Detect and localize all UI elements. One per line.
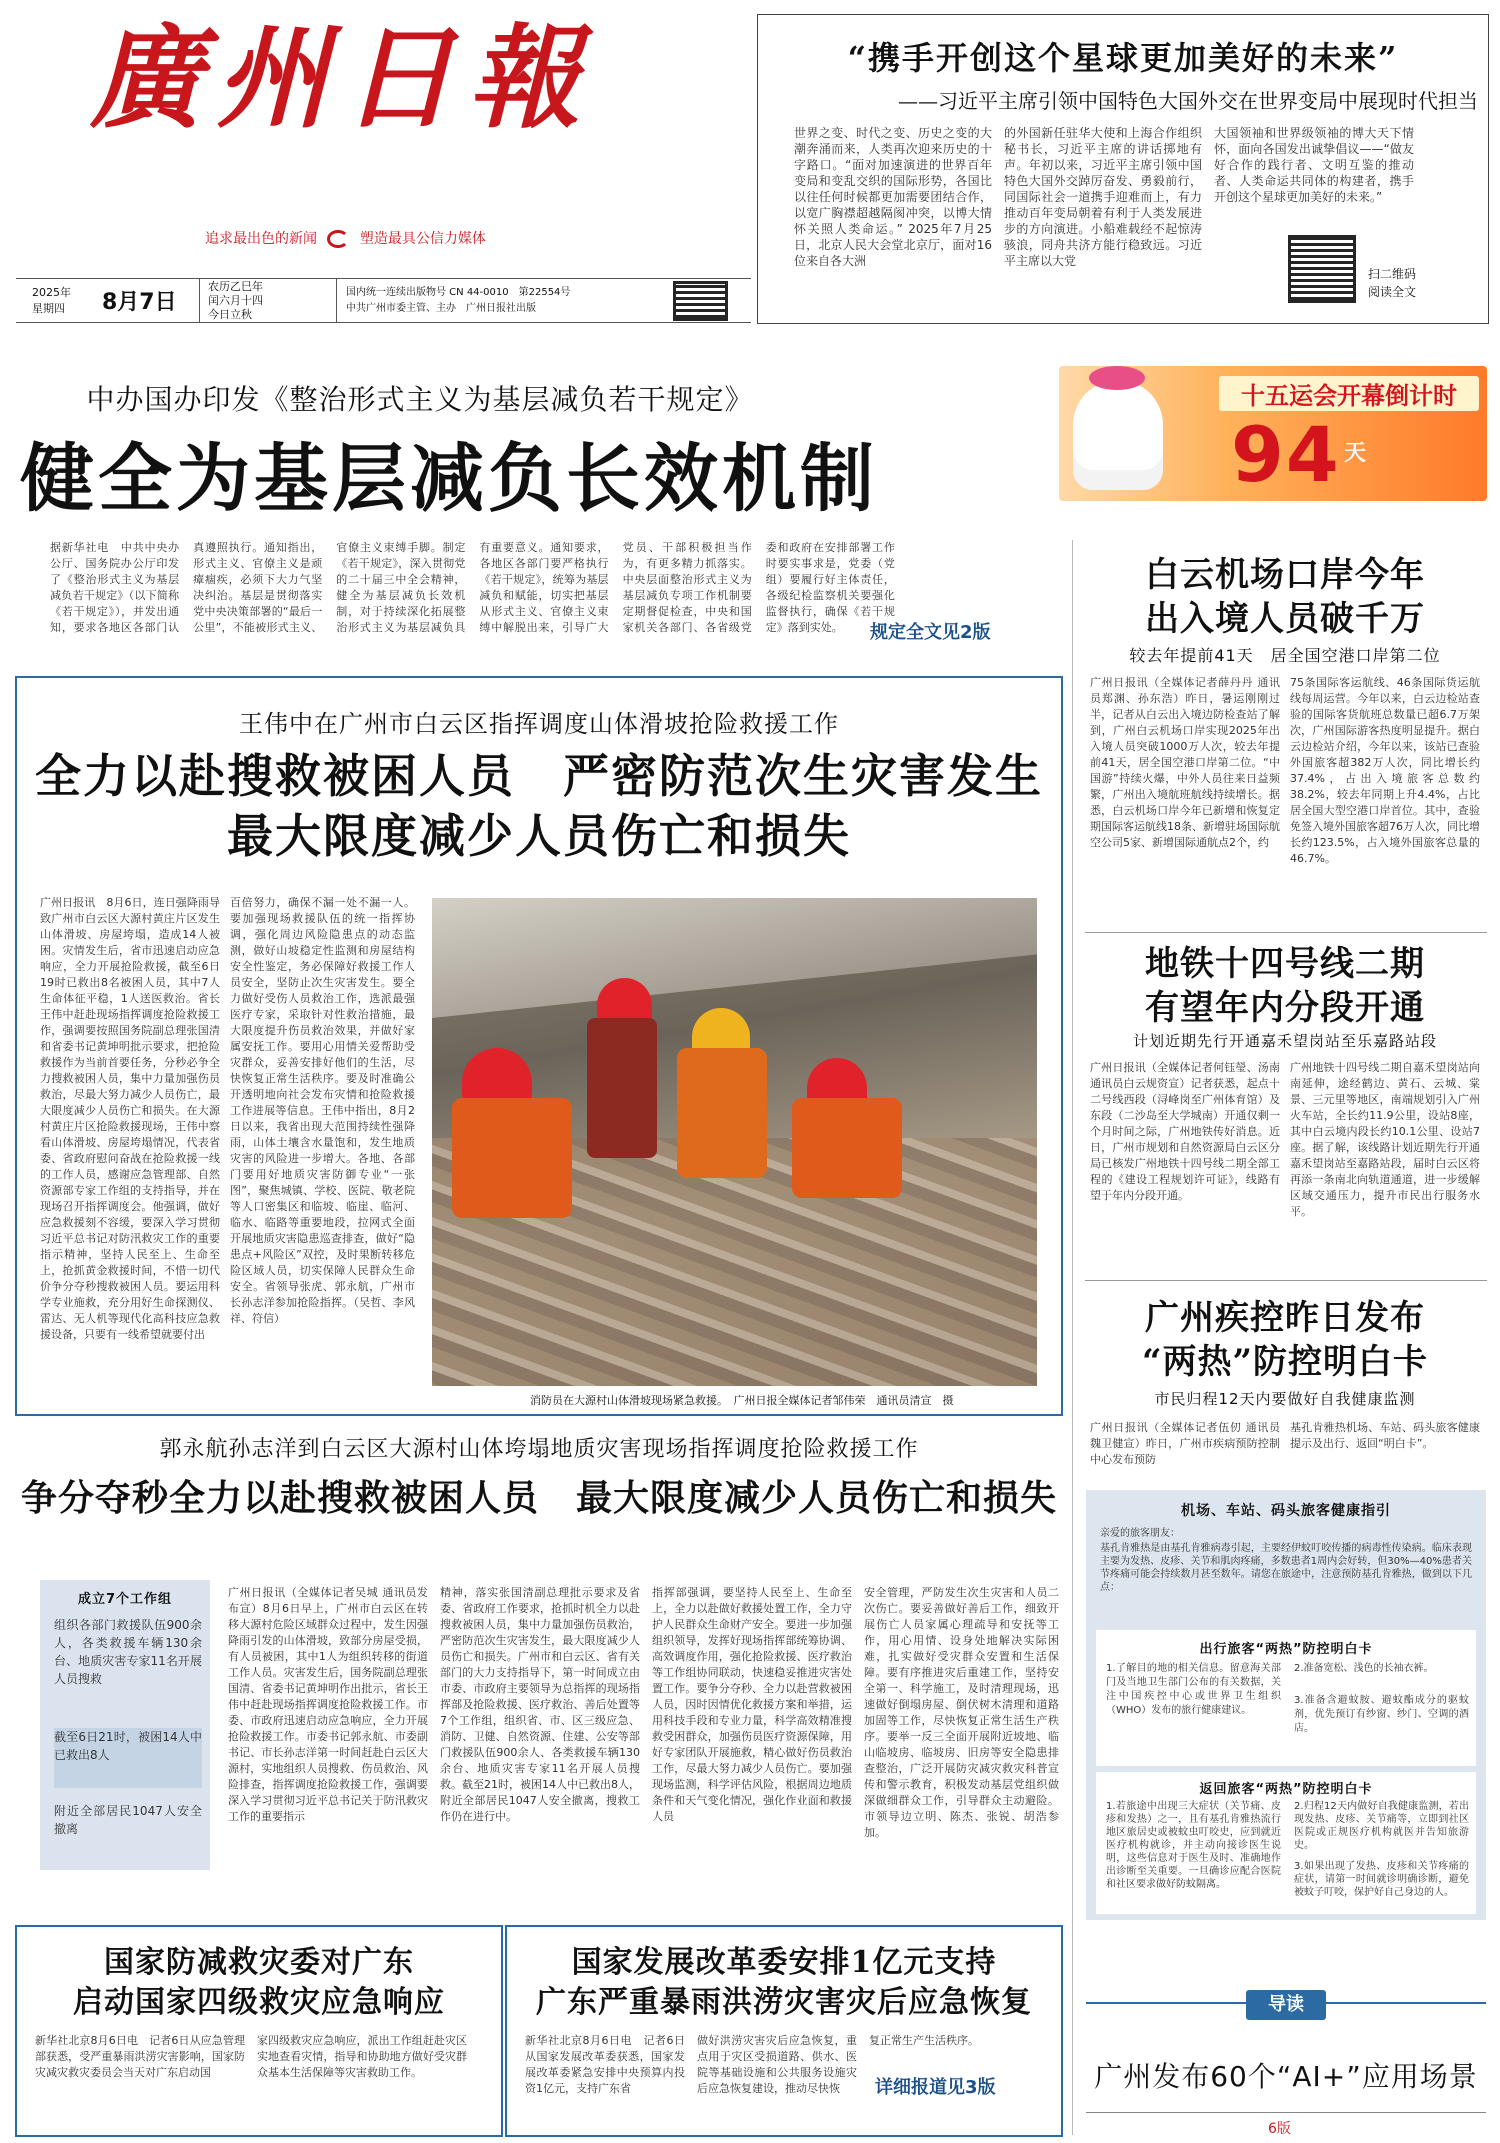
- weekday: 星期四: [32, 302, 65, 315]
- date: 8月7日: [102, 290, 177, 315]
- lead-headline[interactable]: 健全为基层减负长效机制: [20, 436, 878, 522]
- cdc-headline-line2: “两热”防控明白卡: [1141, 1342, 1429, 1382]
- slogan-left: 追求最出色的新闻: [205, 231, 317, 247]
- metro-col1: 广州日报讯（全媒体记者何钰瑩、汤南 通讯员白云规资宣）记者获悉，起点十二号线西段（浔峰岗至广州体育馆）及东段（二沙岛至大学城南）开通仅剩一个月时间之际，广州地铁传好消息。近日，广州市规划和自然资源局白云区分局已核发广州地铁十四号线二期全部工程的《建设工程规划许可证》，线路有望于年内分段开通。: [1090, 1061, 1280, 1202]
- guo-side-2: 截至6日21时，被困14人中已救出8人: [54, 1728, 202, 1788]
- lunar-day: 闰六月十四: [208, 294, 263, 307]
- guo-col1: 广州日报讯（全媒体记者吴城 通讯员发布宣）8月6日早上，广州市白云区在转移大源村危险区域群众过程中，发生因强降雨引发的山体滑坡，致部分房屋受损，有人员被困，其中1人为组织转移的街道工作人员。灾害发生后，国务院副总理张国清、省委书记黄坤明作出批示，省长王伟中赶赴现场指挥调度抢险救援工作。市委、市政府迅速启动应急响应，全力开展抢险救援工作。市委书记郭永航、市委副书记、市长孙志洋第一时间赶赴白云区大源村，实地组织人员搜救、伤员救治、风险排查，指挥调度抢险救援工作，强调要深入学习贯彻习近平总书记关于防汛救灾工作的重要指示: [228, 1586, 428, 1823]
- qr-code-icon[interactable]: [1288, 235, 1356, 303]
- guo-sidebar-title: 成立7个工作组: [77, 1592, 173, 1607]
- guide-headline[interactable]: 广州发布60个“AI+”应用场景: [1094, 2060, 1478, 2093]
- ndrc-col3: 复正常生产生活秩序。: [869, 2034, 979, 2047]
- ndrc-col2: 做好洪涝灾害灾后应急恢复，重点用于灾区受损道路、供水、医院等基础设施和公共服务设施灾后应急恢复建设，推动尽快恢: [697, 2034, 857, 2095]
- guo-kicker: 郭永航孙志洋到白云区大源村山体垮塌地质灾害现场指挥调度抢险救援工作: [159, 1437, 919, 1462]
- publication-number: 国内统一连续出版物号 CN 44-0010 第22554号: [346, 287, 571, 298]
- ndrc-headline-line2: 广东严重暴雨洪涝灾害灾后应急恢复: [536, 1985, 1032, 2020]
- mascot-ears-icon: [1089, 366, 1145, 390]
- airport-headline-line2: 出入境人员破千万: [1145, 599, 1425, 639]
- rescue-headline-line1: 全力以赴搜救被困人员 严密防范次生灾害发生: [35, 749, 1043, 803]
- health-card-title: 机场、车站、码头旅客健康指引: [1181, 1503, 1391, 1519]
- rescue-kicker: 王伟中在广州市白云区指挥调度山体滑坡抢险救援工作: [239, 710, 839, 738]
- cdc-body2: 基孔肯雅热机场、车站、码头旅客健康提示及出行、返回“明白卡”。: [1290, 1421, 1480, 1450]
- slogan-right: 塑造最具公信力媒体: [359, 231, 486, 247]
- newspaper-logo: 廣州日報: [90, 13, 594, 144]
- year: 2025年: [32, 286, 71, 299]
- top-story-subtitle: ——习近平主席引领中国特色大国外交在世界变局中展现时代担当: [898, 89, 1478, 113]
- guo-headline[interactable]: 争分夺秒全力以赴搜救被困人员 最大限度减少人员伤亡和损失: [20, 1477, 1057, 1519]
- return-tip-1: 1.若旅途中出现三大症状（关节痛、皮疹和发热）之一，且有基孔肯雅热流行地区旅居史或被蚊虫叮咬史，应到就近医疗机构就诊，并主动向接诊医生说明，这些信息对于医生及时、准确地作出诊断至关重要。一旦确诊应配合医院和社区要求做好防蚊隔离。: [1106, 1801, 1281, 1890]
- rescue-headline-line2: 最大限度减少人员伤亡和损失: [227, 809, 851, 863]
- guo-col3: 指挥部强调，要坚持人民至上、生命至上，全力以赴做好救援处置工作，全力守护人民群众生命财产安全。要进一步加强组织领导，发挥好现场指挥部统筹协调、高效调度作用，强化抢险救援、医疗救治等工作组协同联动，快速稳妥推进灾害处置工作。要争分夺秒、全力以赴营救被困人员，因时因情优化救援方案和举措，运用科技手段和专业力量，科学高效精准搜救受困群众，加强伤员医疗资源保障，用好专家团队开展施救，精心做好伤员救治工作，尽最大努力减少人员伤亡。要加强现场监测，科学评估风险，根据周边地质条件和天气变化情况，强化作业面和救援人员: [652, 1586, 852, 1823]
- out-tip-1: 1.了解目的地的相关信息。留意海关部门及当地卫生部门公布的有关数据，关注中国疾控中心或世界卫生组织（WHO）发布的旅行健康建议。: [1106, 1663, 1281, 1716]
- masthead: [0, 0, 752, 247]
- health-card-text: 基孔肯雅热是由基孔肯雅病毒引起，主要经伊蚊叮咬传播的病毒性传染病。临床表现主要为发热、皮疹、关节和肌肉疼痛，多数患者1周内会好转，但30%—40%患者关节疼痛可能会持续数月甚至数年。请您在旅途中，注意预防基孔肯雅热，做到以下几点：: [1100, 1543, 1472, 1593]
- health-card-greeting: 亲爱的旅客朋友：: [1100, 1528, 1180, 1539]
- countdown-unit: 天: [1344, 441, 1367, 466]
- publisher: 中共广州市委主管、主办 广州日报社出版: [346, 303, 536, 314]
- date-bar: [16, 278, 751, 323]
- rescue-photo: [432, 898, 1037, 1386]
- metro-col2: 广州地铁十四号线二期自嘉禾望岗站向南延伸，途经鹤边、黄石、云城、棠景、三元里等地区，南端规划引入广州火车站，全长约11.9公里，设站8座，其中白云境内段长约10.1公里、设站7座。据了解，该线路计划近期先行开通嘉禾望岗站至嘉路站段，届时白云区将再添一条南北向轨道通道，进一步缓解区域交通压力，提升市民出行服务水平。: [1290, 1061, 1480, 1218]
- airport-col1: 广州日报讯（全媒体记者薛丹丹 通讯员郑渊、孙东浩）昨日，暑运刚刚过半，记者从白云出入境边防检查站了解到，广州白云机场口岸实现2025年出入境人员突破1000万人次，较去年提前41天，居全国空港口岸第二位。“中国游”持续火爆，中外人员往来日益频繁，广州出入境航班航线持续增长。据悉，白云机场口岸今年已新增和恢复定期国际客运航线18条、新增驻场国际航空公司5家、新增国际通航点2个，约: [1090, 676, 1280, 849]
- health-card: [1086, 1490, 1486, 1920]
- metro-headline-line1: 地铁十四号线二期: [1145, 944, 1425, 984]
- lunar-year: 农历乙巳年: [208, 280, 263, 293]
- out-card-title: 出行旅客“两热”防控明白卡: [1199, 1642, 1373, 1657]
- lead-body-text: 据新华社电 中共中央办公厅、国务院办公厅印发了《整治形式主义为基层减负若干规定》（以下简称《若干规定》），并发出通知，要求各地区各部门认真遵照执行。通知指出，形式主义、官僚主义是顽瘴痼疾，必须下大力气坚决纠治。基层是贯彻落实党中央决策部署的“最后一公里”，不能被形式主义、官僚主义束缚手脚。制定《若干规定》，深入贯彻党的二十届三中全会精神，健全为基层减负长效机制，对于持续深化拓展整治形式主义为基层减负具有重要意义。通知要求，各地区各部门要严格执行《若干规定》，统筹为基层减负和赋能，切实把基层从形式主义、官僚主义束缚中解脱出来，引导广大党员、干部积极担当作为，有更多精力抓落实。中央层面整治形式主义为基层减负专项工作机制要定期督促检查，中央和国家机关各部门、各省级党委和政府在安排部署工作时要实事求是，党委（党组）要履行好主体责任，各级纪检监察机关要强化监督执行，确保《若干规定》落到实处。: [50, 541, 895, 634]
- airport-col2: 75条国际客运航线、46条国际货运航线每周运营。今年以来，白云边检站查验的国际客货航班总数量已超6.7万架次，广州国际游客热度明显提升。据白云边检站介绍，今年以来，该站已查验外国旅客超382万人次，同比增长约37.4%，占出入境旅客总数约38.2%，较去年同期上升4.4%，占比居全国大型空港口岸首位。其中，查验免签入境外国旅客超76万人次，同比增长约123.5%，占入境外国旅客总量的46.7%。: [1290, 676, 1480, 865]
- return-tip-3: 3.如果出现了发热、皮疹和关节疼痛的症状，请第一时间就诊明确诊断，避免被蚊子叮咬，保护好自己身边的人。: [1294, 1861, 1469, 1898]
- guide-badge: 导读: [1246, 1990, 1326, 2020]
- qr-code-icon[interactable]: [673, 281, 728, 321]
- guo-sidebar: [40, 1580, 210, 1870]
- qr-label-read: 阅读全文: [1368, 285, 1417, 299]
- out-tip-3: 3.准备含避蚊胺、避蚊酯成分的驱蚊剂，优先预订有纱窗、纱门、空调的酒店。: [1294, 1695, 1469, 1734]
- guo-col4: 安全管理，严防发生次生灾害和人员二次伤亡。要妥善做好善后工作，细致开展伤亡人员家属心理疏导和安抚等工作，用心用情、设身处地解决实际困难，扎实做好受灾群众安置和生活保障。要有序推进灾后重建工作，坚持安全第一、科学施工，及时清理现场，迅速做好倒塌房屋、倒伏树木清理和道路加固等工作，尽快恢复正常生活生产秩序。要举一反三全面开展附近坡地、临山临坡房、临坡房、旧房等安全隐患排查整治，广泛开展防灾减灾救灾科普宣传和警示教育，积极发动基层党组织做深做细群众工作，引导群众主动避险。市领导边立明、陈杰、张锐、胡浩参加。: [864, 1586, 1059, 1839]
- rescue-col1: 广州日报讯 8月6日，连日强降雨导致广州市白云区大源村黄庄片区发生山体滑坡、房屋垮塌，造成14人被困。灾情发生后，省市迅速启动应急响应，全力开展抢险救援，截至6日19时已救出8名被困人员，其中7人生命体征平稳，1人送医救治。省长王伟中赶赴现场指挥调度抢险救援工作，强调要按照国务院副总理张国清和省委书记黄坤明批示要求，把抢险救援作为当前首要任务，分秒必争全力搜救被困人员，集中力量加强伤员救治，尽最大努力减少人员伤亡，最大限度减少人员伤亡和损失。在大源村黄庄片区抢险救援现场，王伟中察看山体滑坡、房屋垮塌情况，代表省委、省政府慰问奋战在抢险救援一线的工作人员，感谢应急管理部、自然资源部专家工作组的支持指导，并在现场召开指挥调度会。他强调，做好应急救援刻不容缓，要深入学习贯彻习近平总书记对防汛救灾工作的重要指示精神，坚持人民至上、生命至上，抢抓黄金救援时间，不惜一切代价争分夺秒搜救被困人员。要运用科学专业施救，充分用好生命探测仪、雷达、无人机等现代化高科技应急救援设备，只要有一线希望就要付出: [40, 896, 220, 1341]
- rescue-headline[interactable]: [15, 746, 1063, 866]
- top-story: [757, 14, 1489, 324]
- countdown-days: 94: [1231, 410, 1341, 499]
- cdc-headline-line1: 广州疾控昨日发布: [1145, 1298, 1425, 1338]
- cdc-sub: 市民归程12天内要做好自我健康监测: [1154, 1390, 1416, 1408]
- national-headline-line2: 启动国家四级救灾应急响应: [73, 1985, 445, 2020]
- guo-side-3: 附近全部居民1047人安全撤离: [54, 1804, 202, 1836]
- guide-page: 6版: [1268, 2121, 1291, 2137]
- top-story-col1: 世界之变、时代之变、历史之变的大潮奔涌而来，人类再次迎来历史的十字路口。“面对加速演进的世界百年变局和变乱交织的国际形势，各国比以往任何时候都更加需要团结合作，以宽广胸襟超越隔阂冲突，以博大情怀关照人类命运。” 2025年7月25日，北京人民大会堂北京厅，面对16位来自各大洲: [794, 126, 992, 268]
- return-card-title: 返回旅客“两热”防控明白卡: [1199, 1782, 1373, 1797]
- guo-side-1: 组织各部门救援队伍900余人，各类救援车辆130余台、地质灾害专家11名开展人员搜救: [54, 1618, 202, 1686]
- lead-kicker: 中办国办印发《整治形式主义为基层减负若干规定》: [86, 383, 754, 416]
- out-tip-2: 2.准备宽松、浅色的长袖衣裤。: [1294, 1663, 1434, 1674]
- rescue-col2: 百倍努力，确保不漏一处不漏一人。要加强现场救援队伍的统一指挥协调，强化周边风险隐患点的动态监测，做好山坡稳定性监测和房屋结构安全性鉴定，务必保障好救援工作人员安全，坚防止次生灾害发生。要全力做好受伤人员救治工作，选派最强医疗专家，采取针对性救治措施，最大限度提升伤员救治效果，并做好家属安抚工作。要用心用情关爱帮助受灾群众，妥善安排好他们的生活，尽快恢复正常生活秩序。要及时准确公开透明地向社会发布灾情和抢险救援工作进展等信息。王伟中指出，8月2日以来，我省出现大范围持续性强降雨，山体土壤含水量饱和，发生地质灾害的风险进一步增大。各地、各部门要用好地质灾害防御专业“一张图”，聚焦城镇、学校、医院、敬老院等人口密集区和临坡、临崖、临河、临水、临路等重要地段，拉网式全面开展地质灾害隐患巡查排查，做好“隐患点+风险区”双控，及时果断转移危险区域人员，切实保障人民群众生命安全。省领导张虎、郭永航，广州市长孙志洋参加抢险指挥。（吴哲、李风祥、符信）: [230, 896, 415, 1325]
- metro-sub: 计划近期先行开通嘉禾望岗站至乐嘉路站段: [1132, 1032, 1437, 1050]
- top-story-title[interactable]: “携手开创这个星球更加美好的未来”: [847, 39, 1399, 77]
- national-headline[interactable]: [15, 1943, 503, 2023]
- airport-headline[interactable]: [1085, 553, 1485, 641]
- ndrc-headline[interactable]: [505, 1943, 1063, 2023]
- metro-headline[interactable]: [1085, 942, 1485, 1030]
- ndrc-headline-line1: 国家发展改革委安排1亿元支持: [571, 1945, 997, 1980]
- national-col2: 家四级救灾应急响应，派出工作组赶赴灾区实地查看灾情，指导和协助地方做好受灾群众基本生活保障等灾害救助工作。: [257, 2034, 467, 2079]
- countdown-banner: [1059, 366, 1487, 501]
- qr-label-scan: 扫二维码: [1368, 267, 1417, 281]
- mascot-icon: [1073, 380, 1163, 490]
- cdc-headline[interactable]: [1085, 1296, 1485, 1384]
- slogan-mark-icon: [327, 230, 349, 248]
- airport-sub: 较去年提前41天 居全国空港口岸第二位: [1129, 646, 1441, 665]
- guo-col2: 精神，落实张国清副总理批示要求及省委、省政府工作要求，抢抓时机全力以赴搜救被困人员，集中力量加强伤员救治，严密防范次生灾害发生，最大限度减少人员伤亡和损失。广州市和白云区、省有关部门的大力支持指导下，第一时间成立由市委、市政府主要领导为总指挥的现场指挥部及抢险救援、医疗救治、善后处置等7个工作组，组织省、市、区三级应急、消防、卫健、自然资源、住建、公安等部门救援队伍900余人、各类救援车辆130余台、地质灾害专家11名开展人员搜救。截至21时，被困14人中已救出8人，附近全部居民1047人安全撤离，搜救工作仍在进行中。: [440, 1586, 640, 1823]
- lead-more-link[interactable]: 规定全文见2版: [870, 622, 991, 643]
- ndrc-col1: 新华社北京8月6日电 记者6日从国家发展改革委获悉，国家发展改革委紧急安排中央预算内投资1亿元，支持广东省: [525, 2034, 685, 2095]
- airport-headline-line1: 白云机场口岸今年: [1145, 555, 1425, 595]
- top-story-col2: 的外国新任驻华大使和上海合作组织秘书长，习近平主席的讲话掷地有声。年初以来，习近平主席引领中国特色大国外交踔厉奋发、勇毅前行，同国际社会一道携手迎难而上，有力推动百年变局朝着有利于人类发展进步的方向演进。小船难载经不起惊涛骇浪，同舟共济方能行稳致远。习近平主席以大党: [1004, 126, 1202, 268]
- ndrc-more-link[interactable]: 详细报道见3版: [875, 2077, 996, 2098]
- national-headline-line1: 国家防减救灾委对广东: [104, 1945, 414, 1980]
- top-story-col3: 大国领袖和世界级领袖的博大天下情怀，面向各国发出诚挚倡议——“做友好合作的践行者、文明互鉴的推动者、人类命运共同体的构建者，携手开创这个星球更加美好的未来。”: [1214, 126, 1414, 204]
- return-tip-2: 2.归程12天内做好自我健康监测，若出现发热、皮疹、关节痛等，立即到社区医院或正规医疗机构就医并告知旅游史。: [1294, 1801, 1469, 1851]
- rescue-caption: 消防员在大源村山体滑坡现场紧急救援。 广州日报全媒体记者邹伟荣 通讯员清宣 摄: [530, 1394, 954, 1407]
- metro-headline-line2: 有望年内分段开通: [1145, 988, 1425, 1028]
- slogan: [205, 228, 486, 248]
- solar-term: 今日立秋: [208, 308, 252, 321]
- cdc-body1: 广州日报讯（全媒体记者伍仞 通讯员魏卫健宣）昨日，广州市疾病预防控制中心发布预防: [1090, 1421, 1280, 1466]
- firefighter-helmet-icon: [462, 1048, 532, 1103]
- countdown-title: 十五运会开幕倒计时: [1219, 376, 1479, 411]
- national-col1: 新华社北京8月6日电 记者6日从应急管理部获悉，受严重暴雨洪涝灾害影响，国家防灾减灾救灾委员会当天对广东启动国: [35, 2034, 245, 2079]
